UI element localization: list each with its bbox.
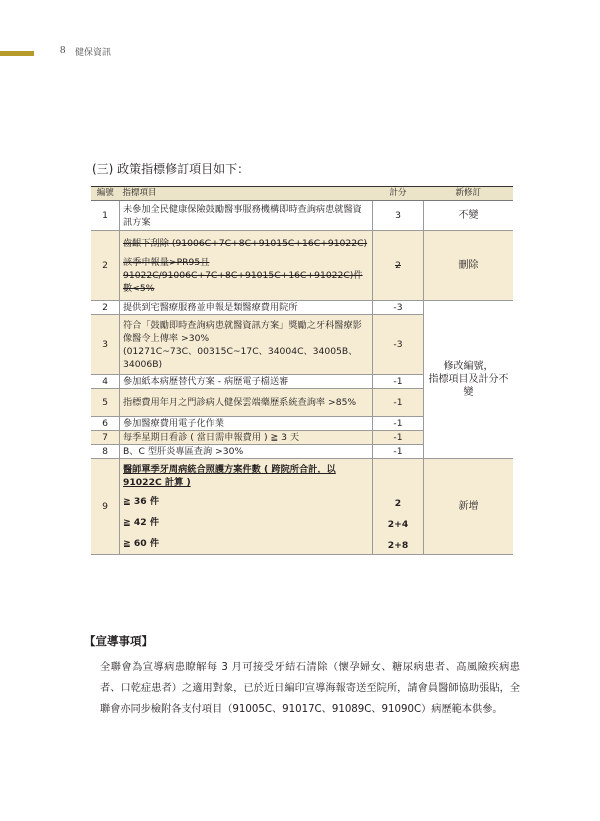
tier-label: ≧ 36 件 [123,496,160,507]
row-number: 7 [91,431,120,445]
row-score [373,459,424,555]
row-number: 9 [91,459,120,555]
page-number: 8 [60,44,66,56]
row-indicator: B、C 型肝炎專區查詢 >30% [120,445,373,459]
indicator-line: (01271C~73C、00315C~17C、34004C、34005B、34006B) [123,345,358,370]
row-number: 1 [91,201,120,231]
header-revision: 新修訂 [424,187,514,201]
header-accent-bar [0,51,34,56]
row-score: -3 [373,315,424,375]
merged-revision-cell [424,301,514,459]
table-row [91,301,513,315]
table-row [91,459,513,555]
header-number: 編號 [91,187,120,201]
row-revision: 新增 [424,459,514,555]
row-indicator: 未參加全民健康保險鼓勵醫事服務機構即時查詢病患就醫資訊方案 [120,201,373,231]
row-score: -3 [373,301,424,315]
row-number: 2 [91,231,120,301]
tier-score: 2 [394,498,402,509]
policy-indicator-table [91,186,513,555]
tier-label: ≧ 42 件 [123,517,160,528]
table-header-row [91,187,513,201]
tier-score: 2+4 [387,519,409,530]
row-score: -1 [373,445,424,459]
header-score: 計分 [373,187,424,201]
row-revision: 刪除 [424,231,514,301]
indicator-line: 符合「鼓勵即時查詢病患就醫資訊方案」獎勵之牙科醫療影像醫令上傳率 >30% [123,319,362,344]
row-score: 3 [373,201,424,231]
revision-line: 修改編號， [443,361,494,372]
row-number: 4 [91,375,120,389]
row-revision: 不變 [424,201,514,231]
row-indicator: 每季星期日看診 ( 當日需申報費用 ) ≧ 3 天 [120,431,373,445]
row-score: -1 [373,417,424,431]
row-number: 8 [91,445,120,459]
row-number: 5 [91,389,120,417]
row-indicator: 參加紙本病歷替代方案 - 病歷電子檔送審 [120,375,373,389]
promo-heading: 【宣導事項】 [84,634,153,648]
row-score: -1 [373,375,424,389]
row-score: 2 [373,231,424,301]
revision-line: 指標項目及計分不變 [428,374,509,398]
indicator-heading: 醫師單季牙周病統合照護方案件數 ( 跨院所合計，以 91022C 計算 ) [123,464,336,488]
row-indicator [120,231,373,301]
promo-body: 全聯會為宣導病患瞭解每 3 月可接受牙結石清除（懷孕婦女、糖尿病患者、高風險疾病患者、口乾症患者）之適用對象，已於近日編印宣導海報寄送至院所，請會員醫師協助張貼，全聯會亦同步檢附各支付項目（91005C、91017C、91089C、91090C）病歷範本供參。 [100,662,520,715]
running-header-section: 健保資訊 [75,48,112,58]
row-score: -1 [373,389,424,417]
table-row [91,231,513,301]
header-indicator: 指標項目 [120,187,373,201]
row-indicator: 指標費用年月之門診病人健保雲端藥歷系統查詢率 >85% [120,389,373,417]
indicator-line: 齒齦下刮除 (91006C+7C+8C+91015C+16C+91022C) [123,237,368,249]
row-number: 2 [91,301,120,315]
tier-label: ≧ 60 件 [123,538,160,549]
tier-score: 2+8 [387,540,409,551]
row-indicator: 提供到宅醫療服務並申報是類醫療費用院所 [120,301,373,315]
table-row [91,201,513,231]
row-indicator: 參加醫療費用電子化作業 [120,417,373,431]
row-indicator [120,459,373,555]
row-number: 3 [91,315,120,375]
indicator-line: 該季申報量>PR95且91022C/91006C+7C+8C+91015C+16C+91022C)件數<5% [123,256,363,294]
row-indicator [120,315,373,375]
row-score: -1 [373,431,424,445]
section-title: (三) 政策指標修訂項目如下： [92,162,250,176]
row-number: 6 [91,417,120,431]
